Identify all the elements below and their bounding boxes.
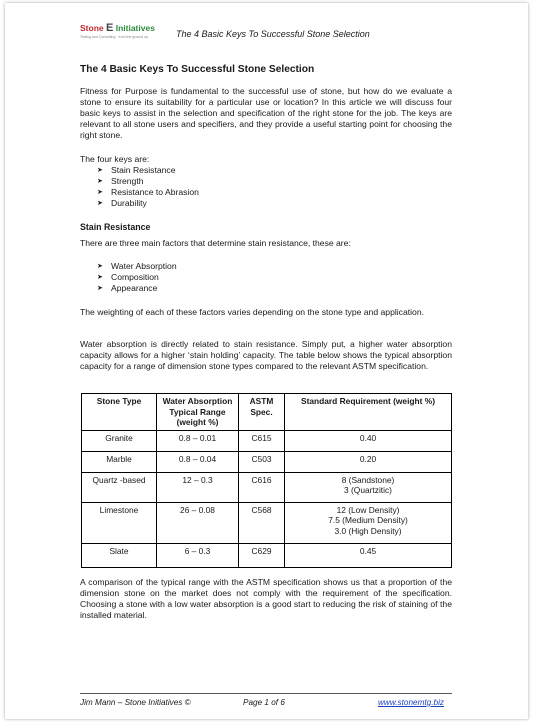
logo-tagline: Testing and Consulting · from the ground up [80, 35, 149, 39]
requirement-cell: 0.20 [285, 451, 452, 472]
range-cell: 0.8 – 0.04 [157, 451, 239, 472]
list-item: ➤ Strength [97, 176, 144, 186]
spec-cell: C568 [239, 502, 285, 543]
table-row [82, 502, 452, 543]
arrow-bullet-icon: ➤ [97, 274, 103, 281]
stone-type-cell: Slate [82, 543, 157, 567]
footer-page-number: Page 1 of 6 [243, 698, 285, 707]
water-absorption-paragraph: Water absorption is directly related to stain resistance. Simply put, a higher water absorption capacity allows for a higher ‘stain holding’ capacity. The table below shows the typical absorption capacity for a range of dimension stone types compared to the relevant ASTM specification. [80, 339, 452, 371]
list-item: ➤ Appearance [97, 283, 158, 293]
stain-intro: There are three main factors that determine stain resistance, these are: [80, 238, 351, 248]
footer-website-link[interactable]: www.stonemtg.biz [378, 698, 444, 707]
comparison-paragraph: A comparison of the typical range with the ASTM specification shows us that a proportion of the dimension stone on the market does not comply with the requirement of the specification. Choosing a stone with a low water absorption is a good start to reducing the risk of staining of the installed material. [80, 577, 452, 620]
table-row [82, 472, 452, 502]
arrow-bullet-icon: ➤ [97, 200, 103, 207]
list-item: ➤ Resistance to Abrasion [97, 187, 199, 197]
column-header: Water Absorption Typical Range (weight %) [157, 394, 239, 431]
requirement-cell: 0.45 [285, 543, 452, 567]
stone-type-cell: Limestone [82, 502, 157, 543]
weighting-paragraph: The weighting of each of these factors varies depending on the stone type and application. [80, 307, 424, 317]
list-item: ➤ Composition [97, 272, 159, 282]
stone-type-cell: Quartz -based [82, 472, 157, 502]
range-cell: 12 – 0.3 [157, 472, 239, 502]
intro-paragraph: Fitness for Purpose is fundamental to the successful use of stone, but how do we evaluate a stone to ensure its suitability for a particular use or location? In this article we will discuss four basic keys to assist in the selection and specification of the right stone for the job. The keys are relevant to all stone users and specifiers, and they provide a useful starting point for choosing the right stone. [80, 86, 452, 140]
spec-cell: C615 [239, 430, 285, 451]
stone-initiatives-logo [80, 22, 170, 46]
absorption-table [81, 393, 452, 568]
range-cell: 26 – 0.08 [157, 502, 239, 543]
header-title: The 4 Basic Keys To Successful Stone Selection [176, 29, 370, 39]
table-header-row [82, 394, 452, 431]
requirement-cell: 8 (Sandstone) 3 (Quartzitic) [285, 472, 452, 502]
stain-resistance-heading: Stain Resistance [80, 222, 151, 232]
requirement-cell: 12 (Low Density) 7.5 (Medium Density) 3.0 (High Density) [285, 502, 452, 543]
table-row [82, 451, 452, 472]
logo-e-mark: E [106, 22, 114, 34]
table-row [82, 430, 452, 451]
arrow-bullet-icon: ➤ [97, 285, 103, 292]
stone-type-cell: Marble [82, 451, 157, 472]
range-cell: 6 – 0.3 [157, 543, 239, 567]
column-header: ASTM Spec. [239, 394, 285, 431]
column-header: Stone Type [82, 394, 157, 431]
article-title: The 4 Basic Keys To Successful Stone Selection [80, 64, 315, 75]
spec-cell: C616 [239, 472, 285, 502]
range-cell: 0.8 – 0.01 [157, 430, 239, 451]
logo-stone-text: Stone [80, 23, 104, 33]
column-header: Standard Requirement (weight %) [285, 394, 452, 431]
list-item: ➤ Durability [97, 198, 147, 208]
requirement-cell: 0.40 [285, 430, 452, 451]
list-item: ➤ Water Absorption [97, 261, 177, 271]
keys-list [97, 165, 199, 209]
list-item: ➤ Stain Resistance [97, 165, 176, 175]
spec-cell: C629 [239, 543, 285, 567]
arrow-bullet-icon: ➤ [97, 263, 103, 270]
arrow-bullet-icon: ➤ [97, 189, 103, 196]
table-row [82, 543, 452, 567]
arrow-bullet-icon: ➤ [97, 178, 103, 185]
footer-divider [80, 693, 452, 694]
logo-initiatives-text: Initiatives [115, 23, 155, 33]
spec-cell: C503 [239, 451, 285, 472]
footer-author: Jim Mann – Stone Initiatives © [80, 698, 191, 707]
stone-type-cell: Granite [82, 430, 157, 451]
page-header [80, 20, 460, 50]
factors-list [97, 261, 177, 294]
arrow-bullet-icon: ➤ [97, 167, 103, 174]
keys-intro: The four keys are: [80, 154, 150, 164]
